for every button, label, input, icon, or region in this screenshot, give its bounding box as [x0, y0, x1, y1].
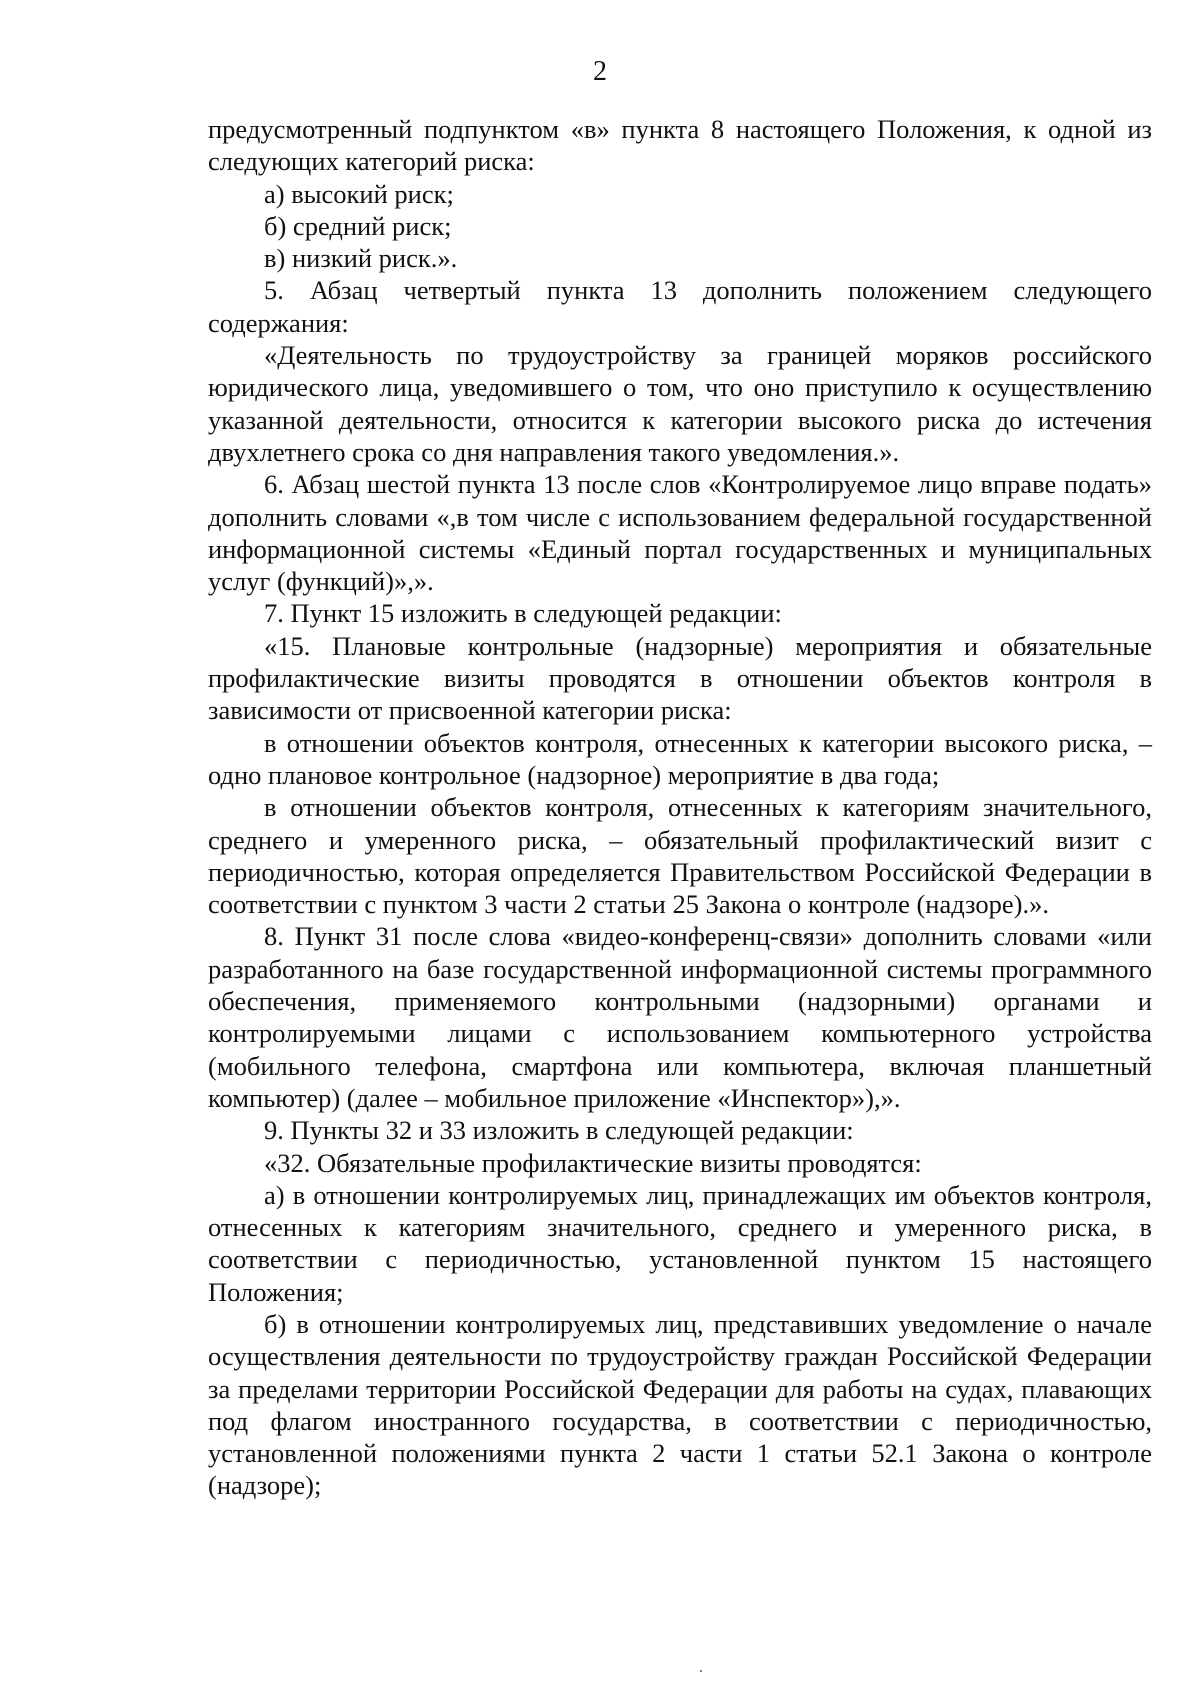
paragraph-high-risk-objects: в отношении объектов контроля, отнесенных к категории высокого риска, – одно плановое контрольное (надзорное) мероприятие в два года; [208, 727, 1152, 790]
paragraph-quote-item-32: «32. Обязательные профилактические визиты проводятся: [264, 1147, 922, 1178]
paragraph-quote-item-15: «15. Плановые контрольные (надзорные) мероприятия и обязательные профилактические визиты проводятся в отношении объектов контроля в зависимости от присвоенной категории риска: [208, 630, 1152, 726]
paragraph-item-7: 7. Пункт 15 изложить в следующей редакции: [264, 598, 782, 629]
paragraph-subitem-b: б) в отношении контролируемых лиц, представивших уведомление о начале осуществления деятельности по трудоустройству граждан Российской Федерации за пределами территории Российской Федерации для работы на судах, плавающих под флагом иностранного государства, в соответствии с периодичностью, установленной положениями пункта 2 части 1 статьи 52.1 Закона о контроле (надзоре); [208, 1308, 1152, 1501]
paragraph-item-9: 9. Пункты 32 и 33 изложить в следующей редакции: [264, 1115, 854, 1146]
list-item-medium-risk: б) средний риск; [264, 210, 452, 241]
paragraph-item-5: 5. Абзац четвертый пункта 13 дополнить положением следующего содержания: [208, 275, 1152, 338]
page-number: 2 [593, 56, 607, 87]
paragraph-item-6: 6. Абзац шестой пункта 13 после слов «Контролируемое лицо вправе подать» дополнить словами «,в том числе с использованием федеральной государственной информационной системы «Единый портал государственных и муниципальных услуг (функций)»,». [208, 469, 1152, 597]
paragraph-item-8: 8. Пункт 31 после слова «видео-конференц-связи» дополнить словами «или разработанного на базе государственной информационной системы программного обеспечения, применяемого контрольными (надзорными) органами и контролируемыми лицами с использованием компьютерного устройства (мобильного телефона, смартфона или компьютера, включая планшетный компьютер) (далее – мобильное приложение «Инспектор»),». [208, 921, 1152, 1113]
list-item-high-risk: а) высокий риск; [264, 178, 454, 209]
paragraph-continuation: предусмотренный подпунктом «в» пункта 8 настоящего Положения, к одной из следующих категорий риска: [208, 114, 1152, 177]
document-body [208, 113, 1152, 1502]
list-item-low-risk: в) низкий риск.». [264, 243, 458, 274]
paragraph-quote-item-5: «Деятельность по трудоустройству за границей моряков российского юридического лица, уведомившего о том, что оно приступило к осуществлению указанной деятельности, относится к категории высокого риска до истечения двухлетнего срока со дня направления такого уведомления.». [208, 340, 1152, 467]
scan-speck [700, 1670, 702, 1672]
paragraph-subitem-a: а) в отношении контролируемых лиц, принадлежащих им объектов контроля, отнесенных к категориям значительного, среднего и умеренного риска, в соответствии с периодичностью, установленной пунктом 15 настоящего Положения; [208, 1179, 1152, 1307]
paragraph-other-risk-objects: в отношении объектов контроля, отнесенных к категориям значительного, среднего и умеренного риска, – обязательный профилактический визит с периодичностью, которая определяется Правительством Российской Федерации в соответствии с пунктом 3 части 2 статьи 25 Закона о контроле (надзоре).». [208, 792, 1152, 920]
